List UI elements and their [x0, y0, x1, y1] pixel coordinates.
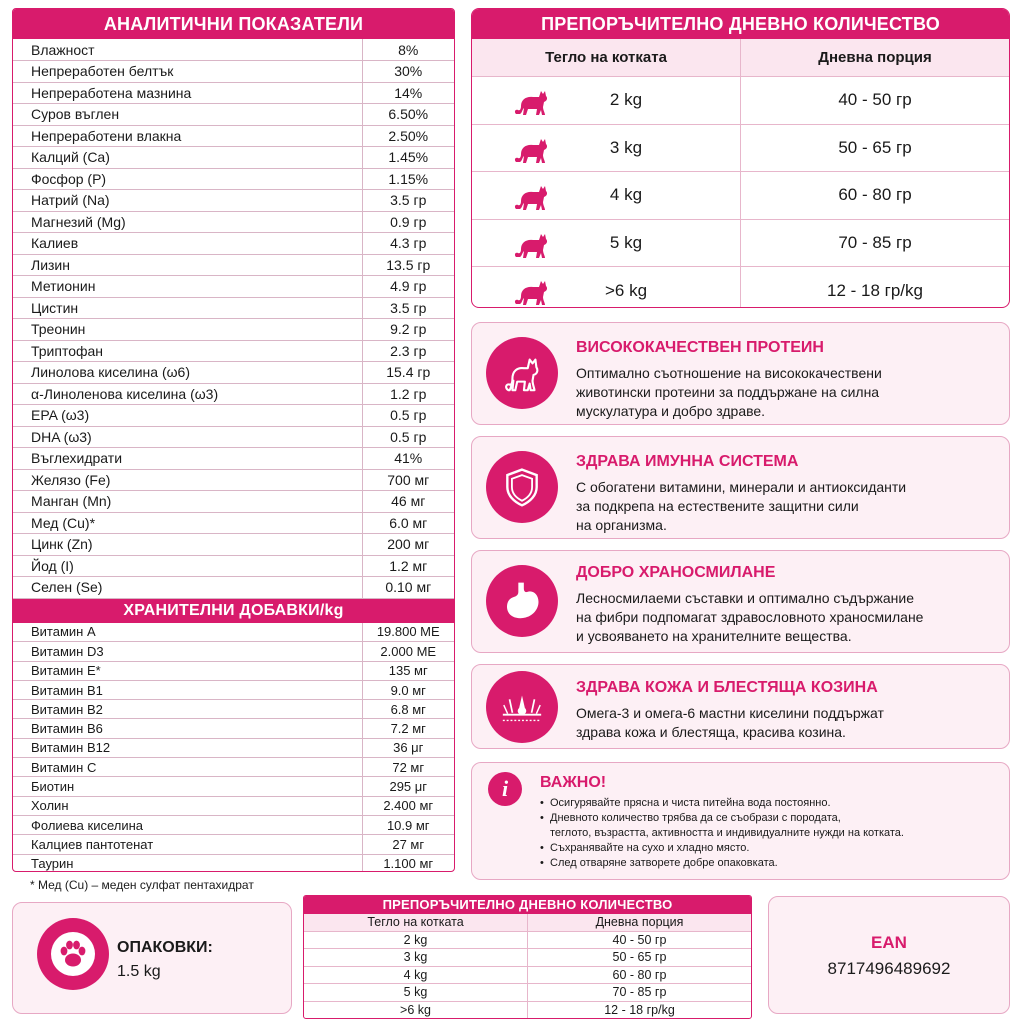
feeding-portion: 70 - 85 гр: [838, 232, 912, 252]
nutrient-value: 0.5 гр: [362, 405, 454, 427]
supplement-value: 27 мг: [362, 835, 454, 854]
feeding-portion: 12 - 18 гр/kg: [827, 280, 923, 300]
feature-description: [576, 589, 996, 646]
analytics-row: [13, 534, 454, 556]
feeding-row: [472, 220, 1009, 268]
analytics-title: АНАЛИТИЧНИ ПОКАЗАТЕЛИ: [13, 9, 454, 39]
feature-card: [471, 436, 1010, 539]
mini-weight: 5 kg: [304, 984, 528, 1001]
feeding-weight: >6 kg: [604, 280, 648, 300]
analytics-row: [13, 383, 454, 405]
supplement-name: Витамин E*: [13, 661, 362, 680]
analytics-row: [13, 340, 454, 362]
mini-header-row: [304, 914, 751, 932]
supplement-value: 295 μг: [362, 777, 454, 796]
feeding-weight-cell: [472, 77, 741, 124]
analytics-row: [13, 491, 454, 513]
supplement-row: [13, 815, 454, 834]
paw-icon: [37, 918, 109, 990]
analytics-row: [13, 190, 454, 212]
footnote: * Мед (Cu) – меден сулфат пентахидрат: [30, 878, 254, 892]
analytics-row: [13, 276, 454, 298]
analytics-row: [13, 362, 454, 384]
mini-portion: 70 - 85 гр: [612, 985, 667, 999]
nutrient-value: 1.15%: [362, 168, 454, 190]
feeding-weight-cell: [472, 172, 741, 219]
feeding-table: [471, 8, 1010, 308]
important-list: [540, 796, 1000, 871]
analytics-row: [13, 82, 454, 104]
cat-icon: [512, 275, 552, 307]
nutrient-name: Въглехидрати: [13, 448, 362, 470]
nutrient-name: Метионин: [13, 276, 362, 298]
nutrient-name: EPA (ω3): [13, 405, 362, 427]
feature-description: [576, 478, 996, 535]
feeding-col-portion: Дневна порция: [818, 49, 932, 66]
mini-portion: 12 - 18 гр/kg: [604, 1002, 675, 1017]
cat-icon: [512, 180, 552, 212]
nutrient-name: Суров въглен: [13, 104, 362, 126]
mini-weight: >6 kg: [304, 1002, 528, 1020]
feature-description-line: на организма.: [576, 517, 667, 533]
supplement-name: Фолиева киселина: [13, 815, 362, 834]
nutrient-name: Непреработена мазнина: [13, 82, 362, 104]
nutrient-name: Калиев: [13, 233, 362, 255]
nutrient-value: 3.5 гр: [362, 297, 454, 319]
feature-card: [471, 322, 1010, 425]
feeding-portion: 50 - 65 гр: [838, 137, 912, 157]
mini-feeding-title: ПРЕПОРЪЧИТЕЛНО ДНЕВНО КОЛИЧЕСТВО: [304, 896, 751, 914]
supplement-row: [13, 777, 454, 796]
feature-description-line: и усвояването на хранителните вещества.: [576, 628, 852, 644]
nutrient-value: 1.2 мг: [362, 555, 454, 577]
supplement-name: Витамин B2: [13, 700, 362, 719]
nutrient-value: 1.2 гр: [362, 383, 454, 405]
supplement-row: [13, 623, 454, 642]
nutrient-name: Йод (I): [13, 555, 362, 577]
nutrient-value: 6.0 мг: [362, 512, 454, 534]
feature-description: [576, 704, 996, 742]
important-item: • След отваряне затворете добре опаковката.: [540, 856, 1000, 871]
supplement-value: 2.000 ME: [362, 642, 454, 661]
feature-card: [471, 664, 1010, 749]
nutrient-value: 6.50%: [362, 104, 454, 126]
nutrient-value: 0.5 гр: [362, 426, 454, 448]
nutrient-value: 700 мг: [362, 469, 454, 491]
nutrient-name: Натрий (Na): [13, 190, 362, 212]
supplement-value: 19.800 ME: [362, 623, 454, 642]
feature-description-line: за подкрепа на естествените защитни сили: [576, 498, 859, 514]
supplement-row: [13, 835, 454, 854]
analytics-row: [13, 211, 454, 233]
supplement-name: Витамин C: [13, 758, 362, 777]
cat-icon: [512, 85, 552, 117]
feeding-weight-cell: [472, 267, 741, 308]
shield-icon: [486, 451, 558, 523]
nutrient-name: Магнезий (Mg): [13, 211, 362, 233]
feeding-weight: 5 kg: [609, 232, 643, 252]
supplement-name: Витамин B12: [13, 738, 362, 757]
nutrient-name: Треонин: [13, 319, 362, 341]
nutrient-name: Триптофан: [13, 340, 362, 362]
nutrient-value: 2.50%: [362, 125, 454, 147]
ean-value: 8717496489692: [827, 959, 951, 978]
supplement-value: 135 мг: [362, 661, 454, 680]
supplement-row: [13, 738, 454, 757]
packaging-box: [12, 902, 292, 1014]
supplement-name: Витамин B1: [13, 680, 362, 699]
packaging-label: ОПАКОВКИ:: [117, 939, 213, 956]
important-item: • Съхранявайте на сухо и хладно място.: [540, 841, 1000, 856]
cat-icon: [486, 337, 558, 409]
important-item: • Дневното количество трябва да се съобрази с породата,: [540, 811, 1000, 826]
important-title: ВАЖНО!: [540, 774, 607, 791]
important-item-continuation: теглото, възрастта, активността и индивидуалните нужди на котката.: [550, 827, 904, 839]
supplement-row: [13, 854, 454, 872]
analytics-row: [13, 168, 454, 190]
analytics-row: [13, 319, 454, 341]
feeding-portion: 40 - 50 гр: [838, 90, 912, 110]
nutrient-name: Селен (Se): [13, 577, 362, 599]
nutrient-value: 2.3 гр: [362, 340, 454, 362]
nutrient-name: Мед (Cu)*: [13, 512, 362, 534]
nutrient-name: Влажност: [13, 39, 362, 61]
supplement-value: 2.400 мг: [362, 796, 454, 815]
analytics-row: [13, 233, 454, 255]
supplement-name: Калциев пантотенат: [13, 835, 362, 854]
nutrient-name: Лизин: [13, 254, 362, 276]
analytics-row: [13, 297, 454, 319]
feature-title: ЗДРАВА КОЖА И БЛЕСТЯЩА КОЗИНА: [576, 679, 878, 696]
feature-description-line: на фибри подпомагат здравословното храносмилане: [576, 609, 924, 625]
feature-card: [471, 550, 1010, 653]
mini-row: [304, 949, 751, 967]
feature-title: ДОБРО ХРАНОСМИЛАНЕ: [576, 564, 776, 581]
feeding-row: [472, 77, 1009, 125]
supplements-table: [13, 623, 454, 873]
nutrient-value: 1.45%: [362, 147, 454, 169]
analytics-row: [13, 469, 454, 491]
mini-row: [304, 932, 751, 950]
nutrient-name: Фосфор (P): [13, 168, 362, 190]
feature-description-line: Лесносмилаеми съставки и оптимално съдържание: [576, 590, 915, 606]
feature-title: ЗДРАВА ИМУННА СИСТЕМА: [576, 453, 799, 470]
nutrient-value: 0.10 мг: [362, 577, 454, 599]
cat-icon: [512, 228, 552, 260]
analytics-panel: [12, 8, 455, 872]
nutrient-name: Желязо (Fe): [13, 469, 362, 491]
feeding-col-weight: Тегло на котката: [472, 39, 741, 76]
analytics-row: [13, 512, 454, 534]
nutrient-name: Непреработен белтък: [13, 61, 362, 83]
nutrient-name: Непреработени влакна: [13, 125, 362, 147]
supplement-value: 1.100 мг: [362, 854, 454, 872]
nutrient-value: 8%: [362, 39, 454, 61]
feeding-weight: 3 kg: [609, 137, 643, 157]
mini-feeding-table: [303, 895, 752, 1019]
supplement-name: Витамин B6: [13, 719, 362, 738]
mini-portion: 50 - 65 гр: [612, 950, 667, 964]
supplement-row: [13, 642, 454, 661]
supplement-row: [13, 758, 454, 777]
mini-col-portion: Дневна порция: [595, 915, 684, 929]
nutrient-name: α-Линоленова киселина (ω3): [13, 383, 362, 405]
feature-description-line: С обогатени витамини, минерали и антиоксиданти: [576, 479, 907, 495]
analytics-row: [13, 555, 454, 577]
nutrient-name: DHA (ω3): [13, 426, 362, 448]
feeding-header-row: [472, 39, 1009, 77]
feature-description-line: животински протеини за поддържане на силна: [576, 384, 880, 400]
analytics-row: [13, 147, 454, 169]
supplement-value: 72 мг: [362, 758, 454, 777]
nutrient-value: 15.4 гр: [362, 362, 454, 384]
feature-description-line: здрава кожа и блестяща, красива козина.: [576, 724, 846, 740]
cat-icon: [512, 133, 552, 165]
supplement-name: Биотин: [13, 777, 362, 796]
analytics-row: [13, 125, 454, 147]
feeding-portion: 60 - 80 гр: [838, 185, 912, 205]
analytics-row: [13, 426, 454, 448]
feature-description-line: мускулатура и добро здраве.: [576, 403, 766, 419]
ean-label: EAN: [871, 933, 907, 952]
supplement-row: [13, 796, 454, 815]
nutrient-value: 30%: [362, 61, 454, 83]
stomach-icon: [486, 565, 558, 637]
analytics-row: [13, 61, 454, 83]
supplement-row: [13, 661, 454, 680]
supplement-name: Витамин A: [13, 623, 362, 642]
feeding-weight: 4 kg: [609, 185, 643, 205]
analytics-row: [13, 39, 454, 61]
feeding-title: ПРЕПОРЪЧИТЕЛНО ДНЕВНО КОЛИЧЕСТВО: [472, 9, 1009, 39]
mini-col-weight: Тегло на котката: [304, 914, 528, 931]
nutrient-name: Манган (Mn): [13, 491, 362, 513]
feeding-row: [472, 172, 1009, 220]
nutrient-value: 9.2 гр: [362, 319, 454, 341]
ean-box: [768, 896, 1010, 1014]
feature-description-line: Оптимално съотношение на висококачествени: [576, 365, 882, 381]
supplement-value: 10.9 мг: [362, 815, 454, 834]
nutrient-name: Цистин: [13, 297, 362, 319]
nutrient-value: 0.9 гр: [362, 211, 454, 233]
supplement-value: 7.2 мг: [362, 719, 454, 738]
analytics-row: [13, 448, 454, 470]
nutrient-name: Линолова киселина (ω6): [13, 362, 362, 384]
nutrient-value: 4.9 гр: [362, 276, 454, 298]
nutrient-value: 46 мг: [362, 491, 454, 513]
supplement-value: 9.0 мг: [362, 680, 454, 699]
analytics-row: [13, 254, 454, 276]
supplement-name: Таурин: [13, 854, 362, 872]
skin-hair-icon: [486, 671, 558, 743]
mini-row: [304, 984, 751, 1002]
important-item: • Осигурявайте прясна и чиста питейна вода постоянно.: [540, 796, 1000, 811]
supplements-title: ХРАНИТЕЛНИ ДОБАВКИ/kg: [13, 599, 454, 623]
mini-weight: 2 kg: [304, 932, 528, 949]
analytics-row: [13, 405, 454, 427]
supplement-value: 6.8 мг: [362, 700, 454, 719]
supplement-value: 36 μг: [362, 738, 454, 757]
mini-weight: 3 kg: [304, 949, 528, 966]
supplement-name: Витамин D3: [13, 642, 362, 661]
nutrient-value: 3.5 гр: [362, 190, 454, 212]
nutrient-value: 4.3 гр: [362, 233, 454, 255]
nutrient-value: 14%: [362, 82, 454, 104]
feature-description: [576, 364, 996, 421]
packaging-value: 1.5 kg: [117, 963, 161, 980]
feeding-weight: 2 kg: [609, 90, 643, 110]
mini-portion: 40 - 50 гр: [612, 932, 667, 947]
nutrient-name: Цинк (Zn): [13, 534, 362, 556]
analytics-row: [13, 577, 454, 599]
mini-portion: 60 - 80 гр: [612, 967, 667, 982]
nutrient-value: 200 мг: [362, 534, 454, 556]
mini-weight: 4 kg: [304, 967, 528, 984]
nutrient-value: 41%: [362, 448, 454, 470]
feature-title: ВИСОКОКАЧЕСТВЕН ПРОТЕИН: [576, 339, 824, 356]
feeding-row: [472, 267, 1009, 308]
supplement-name: Холин: [13, 796, 362, 815]
supplement-row: [13, 719, 454, 738]
mini-row: [304, 967, 751, 985]
supplement-row: [13, 700, 454, 719]
feeding-weight-cell: [472, 220, 741, 267]
analytics-row: [13, 104, 454, 126]
feeding-weight-cell: [472, 125, 741, 172]
feeding-row: [472, 125, 1009, 173]
supplement-row: [13, 680, 454, 699]
info-icon: i: [488, 772, 522, 806]
important-box: [471, 762, 1010, 880]
analytics-table: [13, 39, 454, 599]
nutrient-name: Калций (Ca): [13, 147, 362, 169]
mini-row: [304, 1002, 751, 1020]
nutrient-value: 13.5 гр: [362, 254, 454, 276]
feature-description-line: Омега-3 и омега-6 мастни киселини поддържат: [576, 705, 884, 721]
